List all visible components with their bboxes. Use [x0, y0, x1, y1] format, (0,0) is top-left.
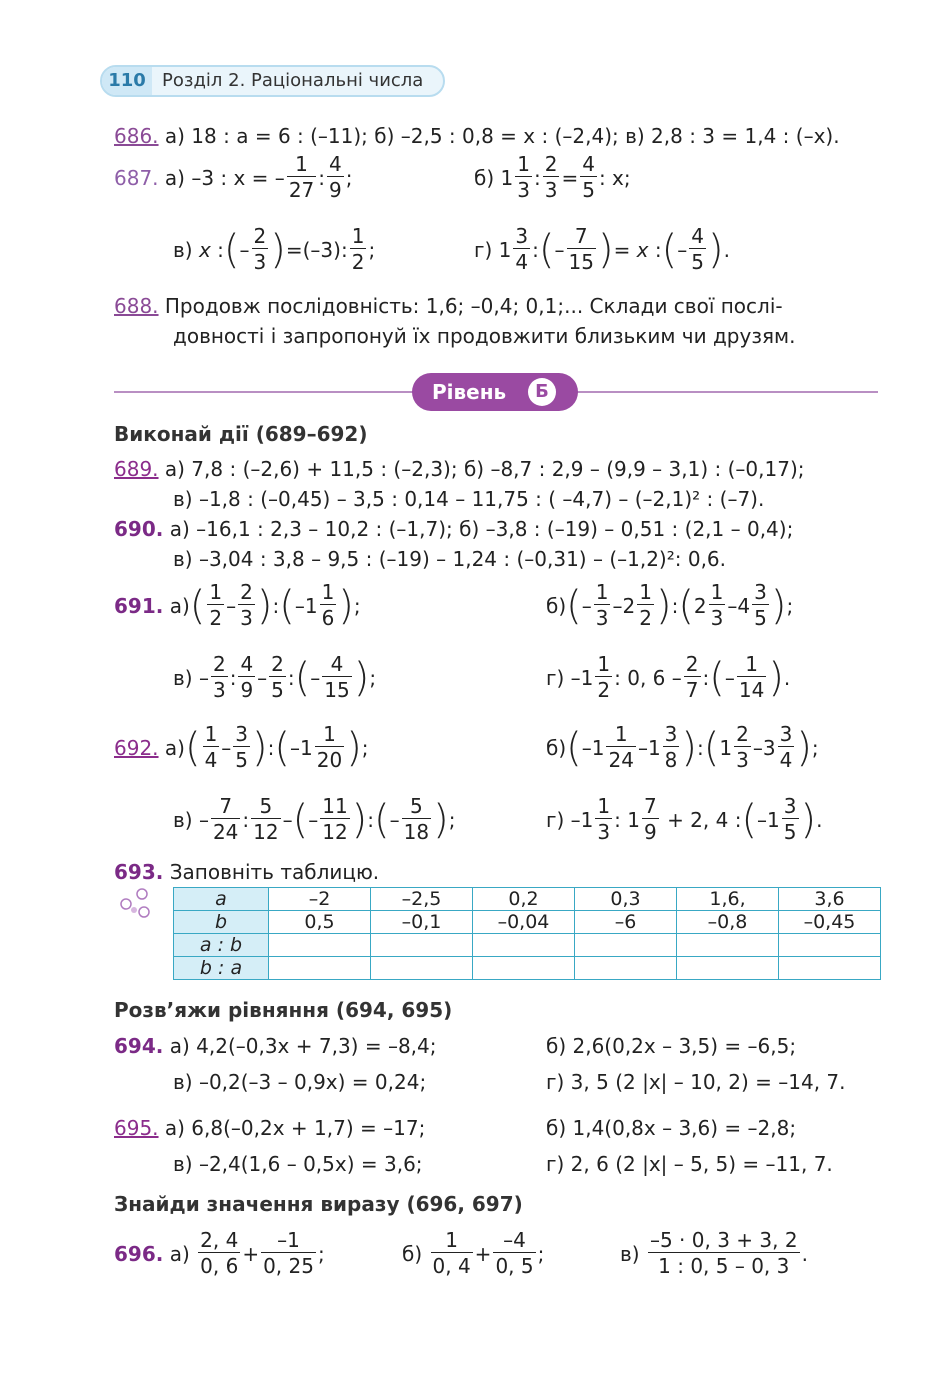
- level-letter: Б: [528, 378, 556, 406]
- table-cell: 1,6,: [677, 888, 779, 911]
- expr-text: –3 : x = –: [191, 165, 285, 190]
- table-cell[interactable]: [269, 934, 371, 957]
- chapter-title: Розділ 2. Раціональні числа: [162, 70, 424, 91]
- problem-695-v: в) –2,4(1,6 – 0,5x) = 3,6;: [173, 1152, 423, 1176]
- item-label: в): [173, 807, 193, 832]
- problem-text: Продовж послідовність: 1,6; –0,4; 0,1;... Склади свої послі-: [164, 294, 783, 318]
- table-cell: –0,1: [371, 911, 473, 934]
- table-row: [174, 934, 881, 957]
- item-label: а): [169, 1241, 190, 1266]
- page-header: [100, 65, 445, 97]
- table-cell: –0,8: [677, 911, 779, 934]
- fraction: $\frac{4}{5}$: [691, 224, 704, 274]
- whole-part: 1: [498, 237, 512, 262]
- problem-687-g: г) 1 $\frac{3}{4}$ : ( – $\frac{7}{15}$ ) = x : ( – $\frac{4}{5}$ ) .: [474, 224, 730, 274]
- table-cell[interactable]: [473, 934, 575, 957]
- table-cell: 0,2: [473, 888, 575, 911]
- problem-number[interactable]: 695.: [114, 1116, 159, 1140]
- table-row: [174, 911, 881, 934]
- fraction: $\frac{4}{9}$: [329, 152, 342, 202]
- problem-688: [114, 294, 783, 318]
- problem-690: [114, 517, 793, 541]
- table-row: [174, 888, 881, 911]
- problem-688-cont: довності і запропонуй їх продовжити близьким чи друзям.: [173, 324, 796, 348]
- table-cell[interactable]: [575, 934, 677, 957]
- item-label: в): [173, 665, 193, 690]
- row-header: a: [174, 888, 269, 911]
- section-heading: Виконай дії (689–692): [114, 422, 368, 446]
- problem-691-v: в) – $\frac{2}{3}$ : $\frac{4}{9}$ – $\frac{2}{5}$ : ( – $\frac{4}{15}$ ) ;: [173, 652, 377, 702]
- problem-689-cont: в) –1,8 : (–0,45) – 3,5 : 0,14 – 11,75 : ( –4,7) – (–2,1)² : (–7).: [173, 487, 765, 511]
- level-label: Рівень: [432, 380, 507, 404]
- item-label: б): [546, 735, 567, 760]
- problem-692-g: г) –1 $\frac{1}{3}$ : 1 $\frac{7}{9}$ + 2, 4 : ( –1 $\frac{3}{5}$ ) .: [546, 794, 823, 844]
- table-cell[interactable]: [677, 934, 779, 957]
- problem-696-a: 696. а) $\frac{2, 4}{0, 6}$ + $\frac{-1}{0, 25}$ ;: [114, 1228, 325, 1278]
- fraction: $\frac{3}{4}$: [515, 224, 529, 274]
- problem-692-v: в) – $\frac{7}{24}$ : $\frac{5}{12}$ – ( – $\frac{11}{12}$ ) : ( – $\frac{5}{18}$ ) ;: [173, 794, 456, 844]
- values-table: [173, 887, 881, 980]
- problem-692-a: 692. а) ( $\frac{1}{4}$ – $\frac{3}{5}$ ) : ( –1 $\frac{1}{20}$ ) ;: [114, 722, 369, 772]
- item-label: г): [546, 665, 565, 690]
- problem-number[interactable]: 688.: [114, 294, 159, 318]
- fraction: $\frac{4}{5}$: [582, 152, 595, 202]
- problem-text: а) 4,2(–0,3x + 7,3) = –8,4;: [169, 1034, 437, 1058]
- problem-text: Заповніть таблицю.: [169, 860, 380, 884]
- table-cell: –6: [575, 911, 677, 934]
- problem-number: 693.: [114, 860, 164, 884]
- problem-694-b: б) 2,6(0,2x – 3,5) = –6,5;: [546, 1034, 797, 1058]
- item-label: г): [474, 237, 493, 262]
- problem-696-v: в) $\frac{-5 \cdot 0, 3 + 3, 2}{1 : 0, 5 - 0, 3}$ .: [620, 1228, 808, 1278]
- row-header: a : b: [174, 934, 269, 957]
- problem-694-v: в) –0,2(–3 – 0,9x) = 0,24;: [173, 1070, 427, 1094]
- problem-691-b: б) ( – $\frac{1}{3}$ – 2 $\frac{1}{2}$ ) : ( 2 $\frac{1}{3}$ – 4 $\frac{3}{5}$ ) ;: [546, 580, 794, 630]
- problem-number[interactable]: 686.: [114, 124, 159, 148]
- table-cell: –0,45: [779, 911, 881, 934]
- problem-695-g: г) 2, 6 (2 |x| – 5, 5) = –11, 7.: [546, 1152, 833, 1176]
- item-label: б): [402, 1241, 423, 1266]
- item-label: в): [620, 1241, 640, 1266]
- problem-693: [114, 860, 379, 884]
- problem-number: 691.: [114, 593, 164, 618]
- problem-number: 694.: [114, 1034, 164, 1058]
- item-label: а): [169, 593, 190, 618]
- table-cell: –2: [269, 888, 371, 911]
- table-cell: –2,5: [371, 888, 473, 911]
- expr-text: : x;: [598, 165, 631, 190]
- problem-691-g: г) –1 $\frac{1}{2}$ : 0, 6 – $\frac{2}{7}$ : ( – $\frac{1}{14}$ ) .: [546, 652, 791, 702]
- table-cell: 3,6: [779, 888, 881, 911]
- problem-number: 696.: [114, 1241, 164, 1266]
- table-cell: –0,04: [473, 911, 575, 934]
- problem-690-cont: в) –3,04 : 3,8 – 9,5 : (–19) – 1,24 : (–0,31) – (–1,2)²: 0,6.: [173, 547, 727, 571]
- problem-text: а) 6,8(–0,2x + 1,7) = –17;: [164, 1116, 426, 1140]
- row-header: b: [174, 911, 269, 934]
- table-cell[interactable]: [269, 957, 371, 980]
- table-cell[interactable]: [779, 934, 881, 957]
- fraction: $\frac{2}{3}$: [544, 152, 558, 202]
- problem-text: а) 18 : a = 6 : (–11); б) –2,5 : 0,8 = x : (–2,4); в) 2,8 : 3 = 1,4 : (–x).: [164, 124, 840, 148]
- fraction: $\frac{7}{15}$: [568, 224, 594, 274]
- table-row: [174, 957, 881, 980]
- problem-692-b: б) ( –1 $\frac{1}{24}$ –1 $\frac{3}{8}$ ) : ( 1 $\frac{2}{3}$ –3 $\frac{3}{4}$ ) ;: [546, 722, 819, 772]
- whole-part: 1: [500, 165, 514, 190]
- item-label: б): [546, 593, 567, 618]
- table-cell[interactable]: [371, 934, 473, 957]
- table-cell: 0,3: [575, 888, 677, 911]
- table-cell[interactable]: [575, 957, 677, 980]
- fraction: $\frac{1}{27}$: [288, 152, 315, 202]
- problem-695-a: [114, 1116, 425, 1140]
- item-label: а): [164, 735, 185, 760]
- fraction: $\frac{1}{2}$: [351, 224, 365, 274]
- problem-694-g: г) 3, 5 (2 |x| – 10, 2) = –14, 7.: [546, 1070, 846, 1094]
- item-label: а): [164, 165, 185, 190]
- table-cell[interactable]: [473, 957, 575, 980]
- problem-695-b: б) 1,4(0,8x – 3,6) = –2,8;: [546, 1116, 797, 1140]
- page-number: 110: [102, 67, 152, 95]
- level-badge: [412, 373, 578, 411]
- row-header: b : a: [174, 957, 269, 980]
- problem-text: а) –16,1 : 2,3 – 10,2 : (–1,7); б) –3,8 : (–19) – 0,51 : (2,1 – 0,4);: [169, 517, 794, 541]
- section-heading: Знайди значення виразу (696, 697): [114, 1192, 523, 1216]
- item-label: в): [173, 237, 193, 262]
- table-cell[interactable]: [371, 957, 473, 980]
- problem-text: а) 7,8 : (–2,6) + 11,5 : (–2,3); б) –8,7 : 2,9 – (9,9 – 3,1) : (–0,17);: [164, 457, 805, 481]
- problem-691-a: 691. а) ( $\frac{1}{2}$ – $\frac{2}{3}$ ) : ( –1 $\frac{1}{6}$ ) ;: [114, 580, 361, 630]
- expr-text: =(–3): [285, 237, 341, 262]
- fraction: $\frac{1}{3}$: [517, 152, 530, 202]
- problem-686: [114, 124, 840, 148]
- table-cell[interactable]: [779, 957, 881, 980]
- table-cell[interactable]: [677, 957, 779, 980]
- problem-687-v: в) x : ( – $\frac{2}{3}$ ) =(–3) : $\frac{1}{2}$ ;: [173, 224, 376, 274]
- item-label: г): [546, 807, 565, 832]
- group-work-icon: [118, 886, 154, 922]
- section-heading: Розв’яжи рівняння (694, 695): [114, 998, 453, 1022]
- problem-number[interactable]: 689.: [114, 457, 159, 481]
- problem-number: 690.: [114, 517, 164, 541]
- problem-687-row1: 687. а) –3 : x = – $\frac{1}{27}$ : $\frac{4}{9}$ ;: [114, 152, 353, 202]
- problem-687-b: б) 1 $\frac{1}{3}$ : $\frac{2}{3}$ = $\frac{4}{5}$ : x;: [474, 152, 631, 202]
- problem-number[interactable]: 692.: [114, 735, 159, 760]
- problem-number: 687.: [114, 165, 159, 190]
- problem-696-b: б) $\frac{1}{0, 4}$ + $\frac{-4}{0, 5}$ ;: [402, 1228, 545, 1278]
- problem-694-a: [114, 1034, 437, 1058]
- problem-689: [114, 457, 804, 481]
- table-cell: 0,5: [269, 911, 371, 934]
- fraction: $\frac{2}{3}$: [253, 224, 267, 274]
- item-label: б): [474, 165, 495, 190]
